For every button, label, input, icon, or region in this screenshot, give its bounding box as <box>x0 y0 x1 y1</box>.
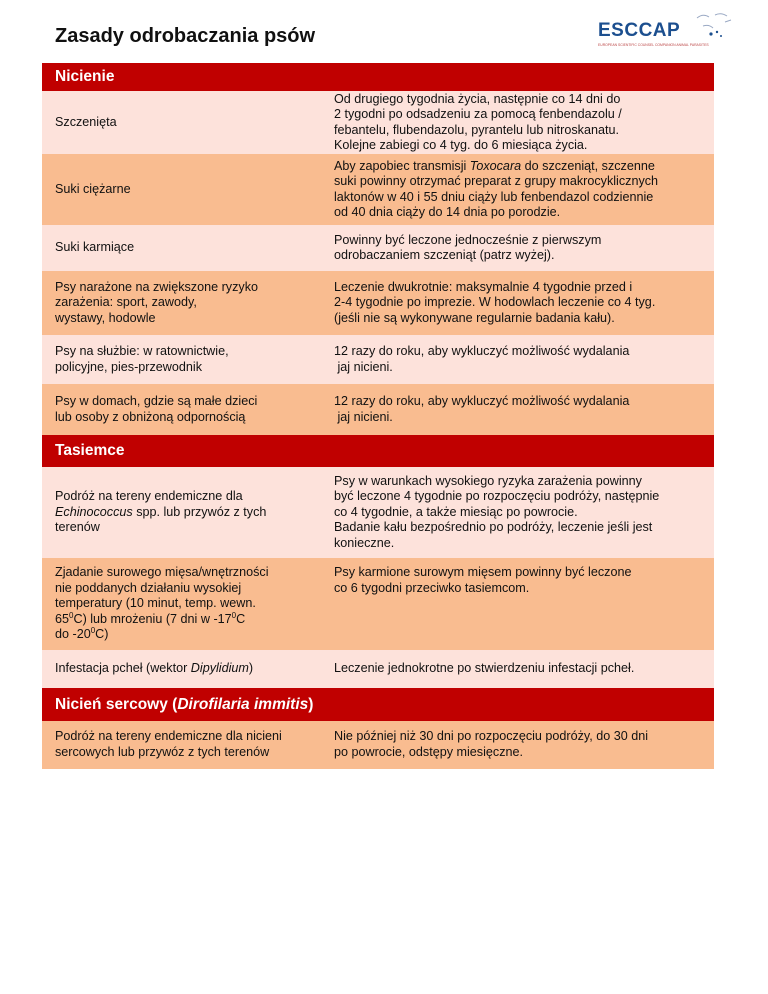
row-recommendation: Psy w warunkach wysokiego ryzyka zarażenia powinny być leczone 4 tygodnie po rozpoczęciu podróży, następnie co 4 tygodnie, a także miesiąc po powrocie. Badanie kału bezpośrednio po podróży, leczenie jeśli jest konieczne. <box>334 473 660 550</box>
section-heading-nicienie: Nicienie <box>42 63 714 91</box>
row-recommendation: Powinny być leczone jednocześnie z pierwszym odrobaczaniem szczeniąt (patrz wyżej). <box>334 232 602 262</box>
esccap-logo <box>596 12 736 52</box>
row-recommendation: Od drugiego tygodnia życia, następnie co 14 dni do 2 tygodni po odsadzeniu za pomocą fenbendazolu / febantelu, flubendazolu, pyrantelu lub nitroskanatu. Kolejne zabiegi co 4 tyg. do 6 miesiąca życia. <box>334 91 622 152</box>
row-recommendation: Aby zapobiec transmisji Toxocara do szczeniąt, szczenne suki powinny otrzymać preparat z grupy makrocyklicznych laktonów w 40 i 55 dniu ciąży lub fenbendazol codziennie od 40 dnia ciąży do 14 dnia po porodzie. <box>334 158 659 219</box>
row-recommendation: 12 razy do roku, aby wykluczyć możliwość wydalania jaj nicieni. <box>334 344 630 374</box>
page-title: Zasady odrobaczania psów <box>55 25 316 47</box>
logo-name: ESCCAP <box>598 20 681 41</box>
row-category: Suki ciężarne <box>55 181 131 196</box>
row-recommendation: Leczenie dwukrotnie: maksymalnie 4 tygodnie przed i 2-4 tygodnie po imprezie. W hodowlach leczenie co 4 tyg. (jeśli nie są wykonywane regularnie badania kału). <box>334 279 656 325</box>
table-row <box>42 271 714 335</box>
table-row <box>42 225 714 271</box>
logo-subtitle: EUROPEAN SCIENTIFIC COUNSEL COMPANION ANIMAL PARASITES <box>598 43 709 47</box>
row-category: Psy narażone na zwiększone ryzyko zarażenia: sport, zawody, wystawy, hodowle <box>55 279 258 325</box>
table-row <box>42 154 714 225</box>
row-category: Infestacja pcheł (wektor Dipylidium) <box>55 661 254 676</box>
section-heading-tasiemce: Tasiemce <box>42 435 714 467</box>
table-row <box>42 335 714 384</box>
deworming-table <box>42 63 714 769</box>
row-category: Zjadanie surowego mięsa/wnętrzności nie poddanych działaniu wysokiej temperatury (10 minut, temp. wewn. $65^0C$) lub mrożeniu (7 dni w $-17^0C$ do $-20^0C$) <box>55 565 269 641</box>
row-recommendation: Psy karmione surowym mięsem powinny być leczone co 6 tygodni przeciwko tasiemcom. <box>334 565 632 595</box>
section-heading-heartworm: Nicień sercowy (Dirofilaria immitis) <box>42 688 714 721</box>
row-category: Psy na służbie: w ratownictwie, policyjne, pies-przewodnik <box>55 344 229 374</box>
table-row <box>42 91 714 154</box>
row-recommendation: Nie później niż 30 dni po rozpoczęciu podróży, do 30 dni po powrocie, odstępy miesięczne. <box>334 729 649 759</box>
row-category: Podróż na tereny endemiczne dla Echinococcus spp. lub przywóz z tych terenów <box>55 489 267 535</box>
table-row <box>42 467 714 558</box>
row-category: Podróż na tereny endemiczne dla nicieni sercowych lub przywóz z tych terenów <box>55 729 282 759</box>
row-category: Suki karmiące <box>55 240 135 255</box>
table-row <box>42 558 714 650</box>
table-row <box>42 384 714 435</box>
row-category: Psy w domach, gdzie są małe dzieci lub osoby z obniżoną odpornością <box>55 394 258 424</box>
cat-dog-icon <box>691 12 735 40</box>
row-category: Szczenięta <box>55 114 117 129</box>
table-row <box>42 721 714 769</box>
row-recommendation: 12 razy do roku, aby wykluczyć możliwość wydalania jaj nicieni. <box>334 394 630 424</box>
row-recommendation: Leczenie jednokrotne po stwierdzeniu infestacji pcheł. <box>334 661 635 676</box>
table-row <box>42 650 714 688</box>
